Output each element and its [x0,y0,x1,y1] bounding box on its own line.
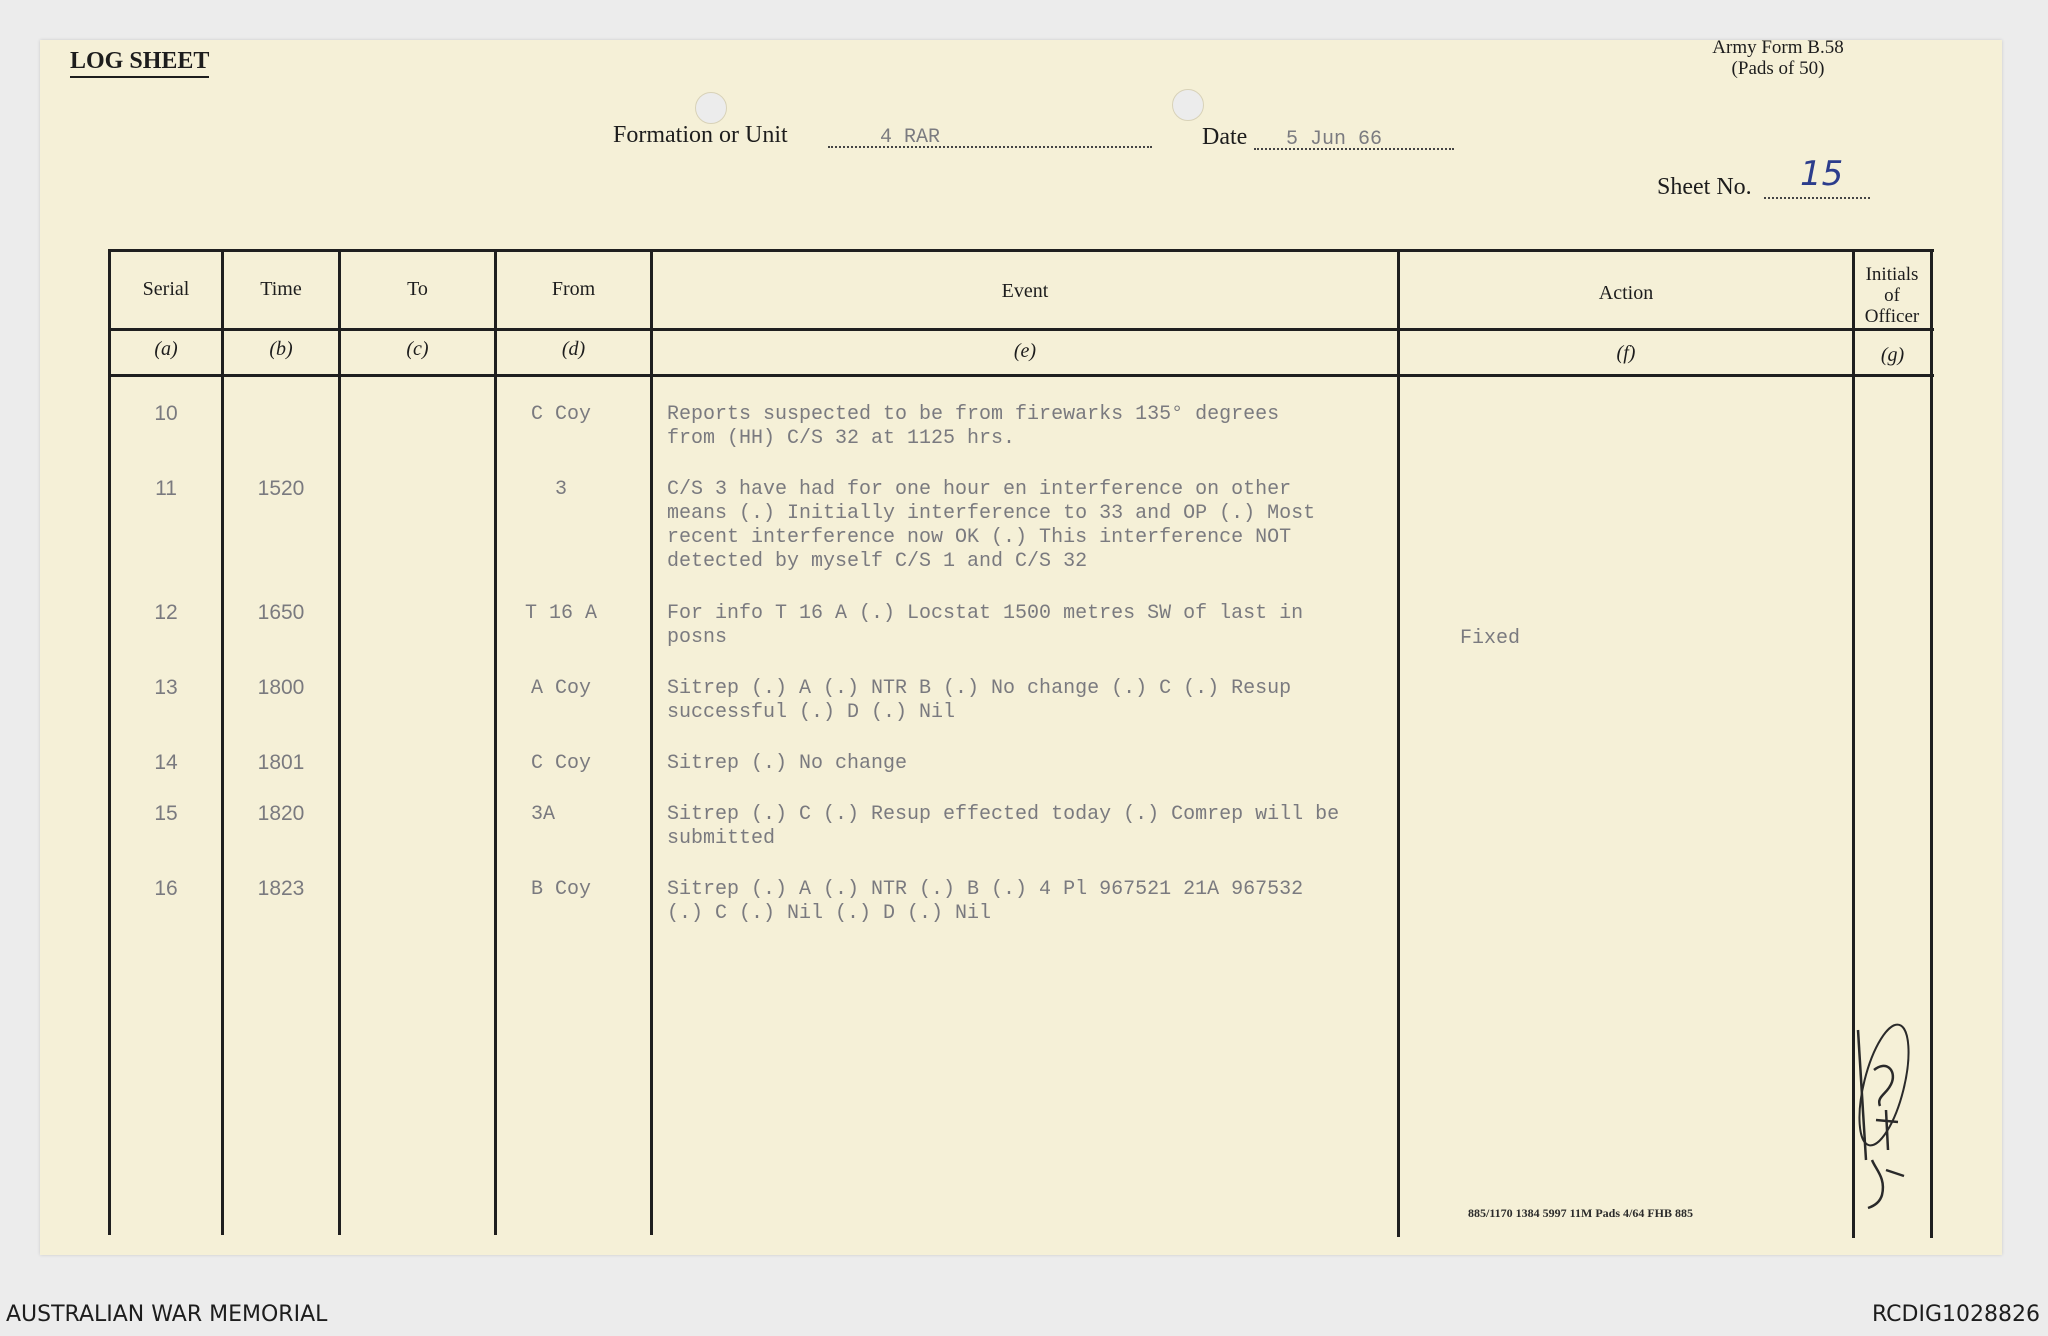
row-from: 3 [554,478,567,501]
punch-hole-right [1172,89,1204,121]
col-sub-g: (g) [1880,344,1905,366]
col-divider-to [338,249,341,1235]
form-ref-line1: Army Form B.58 [1712,37,1844,58]
table-right-border [1930,252,1933,1238]
row-from: 3A [530,803,555,826]
col-divider-action [1397,249,1400,1237]
row-time: 1823 [257,877,305,900]
formation-value: 4 RAR [880,126,941,149]
row-event: C/S 3 have had for one hour en interference on other means (.) Initially interference to 33 and OP (.) Most recent interference now OK (.) This interference NOT detected by myself C/S 1 and C/S 32 [667,478,1316,573]
footer-source-label: AUSTRALIAN WAR MEMORIAL [6,1302,328,1327]
table-header-divider [108,328,1934,331]
col-header-initials: Initials of Officer [1864,264,1920,327]
form-ref-line2: (Pads of 50) [1731,58,1825,79]
col-sub-f: (f) [1616,342,1636,364]
row-event: Sitrep (.) C (.) Resup effected today (.) Comrep will be submitted [667,803,1340,850]
col-sub-a: (a) [154,338,178,360]
row-event: Sitrep (.) A (.) NTR B (.) No change (.) C (.) Resup successful (.) D (.) Nil [667,677,1292,724]
form-reference [1648,37,1908,79]
col-divider-from [494,249,497,1235]
row-time: 1800 [257,676,305,699]
row-from: C Coy [530,403,591,426]
row-serial: 16 [154,877,178,900]
row-time: 1520 [257,477,305,500]
row-from: A Coy [530,677,591,700]
formation-dotted-line [828,146,1152,148]
row-time: 1650 [257,601,305,624]
col-header-action: Action [1598,282,1654,304]
row-action: Fixed [1460,627,1521,650]
row-serial: 12 [154,601,178,624]
col-sub-c: (c) [406,338,429,360]
table-left-border [108,249,111,1235]
row-serial: 11 [155,477,177,500]
col-header-serial: Serial [142,278,190,300]
date-label: Date [1202,124,1248,150]
row-time: 1801 [257,751,305,774]
col-header-time: Time [260,278,302,300]
col-header-from: From [551,278,596,300]
row-serial: 14 [154,751,178,774]
formation-label: Formation or Unit [613,122,788,148]
handwritten-initials-mark [1846,1010,1916,1210]
row-serial: 13 [154,676,178,699]
punch-hole-left [695,92,727,124]
row-event: Sitrep (.) No change [667,752,908,775]
row-serial: 15 [154,802,178,825]
row-from: C Coy [530,752,591,775]
row-event: Sitrep (.) A (.) NTR (.) B (.) 4 Pl 967521 21A 967532 (.) C (.) Nil (.) D (.) Nil [667,878,1304,925]
sheet-label: Sheet No. [1657,174,1752,200]
page-title: LOG SHEET [70,48,209,78]
table-top-border [108,249,1934,252]
col-sub-e: (e) [1013,340,1037,362]
row-event: For info T 16 A (.) Locstat 1500 metres SW of last in posns [667,602,1304,649]
table-subheader-divider [108,374,1934,377]
col-divider-event [650,249,653,1235]
col-header-event: Event [1001,280,1049,302]
sheet-number: 15 [1800,154,1844,194]
row-from: B Coy [530,878,591,901]
col-sub-d: (d) [561,338,586,360]
col-divider-time [221,249,224,1235]
row-time: 1820 [257,802,305,825]
row-from: T 16 A [524,602,597,625]
footer-record-id: RCDIG1028826 [1871,1302,2040,1327]
col-header-to: To [407,278,428,300]
col-sub-b: (b) [269,338,293,360]
date-value: 5 Jun 66 [1286,128,1383,151]
sheet-dotted-line [1764,197,1870,199]
printer-code: 885/1170 1384 5997 11M Pads 4/64 FHB 885 [1468,1206,1694,1220]
row-event: Reports suspected to be from firewarks 135° degrees from (HH) C/S 32 at 1125 hrs. [667,403,1280,450]
row-serial: 10 [154,402,178,425]
